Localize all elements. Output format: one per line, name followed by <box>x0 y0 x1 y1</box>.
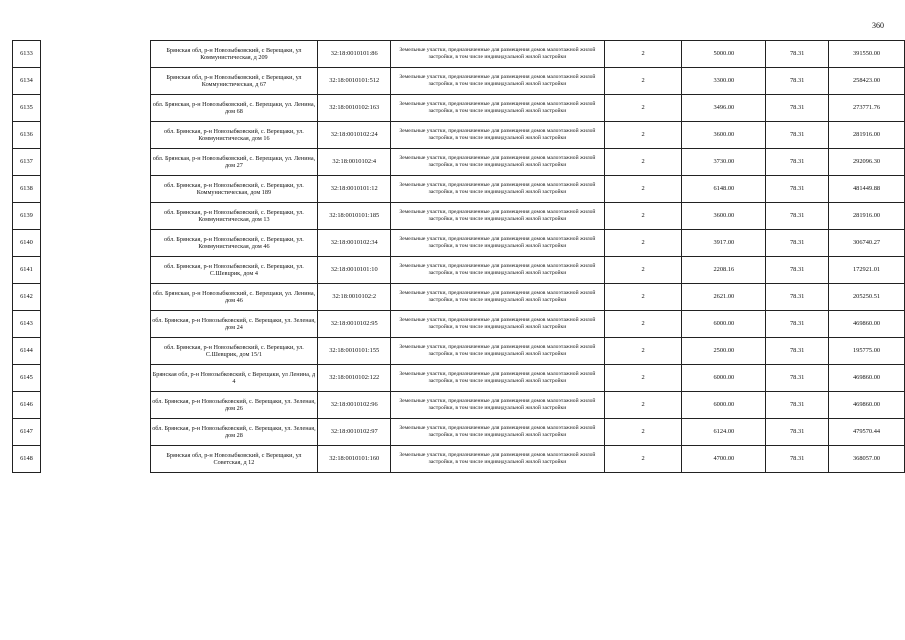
row-number-cell: 6137 <box>13 149 41 176</box>
cadastral-number-cell: 32:18:0010102:96 <box>318 392 391 419</box>
area-cell: 3496.00 <box>682 95 766 122</box>
address-cell: обл. Брянская, р-н Новозыбковский, с. Верещаки, ул. С.Шевцрик, дом 15/1 <box>150 338 318 365</box>
group-cell: 2 <box>604 203 682 230</box>
table-row <box>13 257 905 284</box>
cadastral-value-cell: 292096.30 <box>829 149 905 176</box>
cadastral-number-cell: 32:18:0010102:4 <box>318 149 391 176</box>
group-cell: 2 <box>604 446 682 473</box>
cadastral-value-cell: 481449.88 <box>829 176 905 203</box>
row-number-cell: 6133 <box>13 41 41 68</box>
area-cell: 4700.00 <box>682 446 766 473</box>
land-use-cell: Земельные участки, предназначенные для размещения домов малоэтажной жилой застройки, в том числе индивидуальной жилой застройки <box>391 446 604 473</box>
cadastral-value-cell: 258423.00 <box>829 68 905 95</box>
row-number-cell: 6134 <box>13 68 41 95</box>
address-cell: Брянская обл, р-н Новозыбковский, с Верещаки, ул Коммунистическая, д 209 <box>150 41 318 68</box>
group-cell: 2 <box>604 338 682 365</box>
specific-value-cell: 78.31 <box>766 230 829 257</box>
address-cell: обл. Брянская, р-н Новозыбковский, с. Верещаки, ул. Ленина, дом 46 <box>150 284 318 311</box>
group-cell: 2 <box>604 365 682 392</box>
row-number-cell: 6139 <box>13 203 41 230</box>
group-cell: 2 <box>604 257 682 284</box>
group-cell: 2 <box>604 284 682 311</box>
cadastral-value-cell: 281916.00 <box>829 203 905 230</box>
table-row <box>13 446 905 473</box>
address-cell: обл. Брянская, р-н Новозыбковский, с. Верещаки, ул. Коммунистическая, дом 46 <box>150 230 318 257</box>
area-cell: 6000.00 <box>682 311 766 338</box>
group-cell: 2 <box>604 68 682 95</box>
table-row <box>13 68 905 95</box>
area-cell: 2208.16 <box>682 257 766 284</box>
specific-value-cell: 78.31 <box>766 392 829 419</box>
row-number-cell: 6142 <box>13 284 41 311</box>
cadastral-number-cell: 32:18:0010102:95 <box>318 311 391 338</box>
land-use-cell: Земельные участки, предназначенные для размещения домов малоэтажной жилой застройки, в том числе индивидуальной жилой застройки <box>391 419 604 446</box>
cadastral-number-cell: 32:18:0010101:12 <box>318 176 391 203</box>
area-cell: 6000.00 <box>682 365 766 392</box>
cadastral-value-cell: 205250.51 <box>829 284 905 311</box>
spacer-cell <box>40 68 150 95</box>
area-cell: 2500.00 <box>682 338 766 365</box>
row-number-cell: 6141 <box>13 257 41 284</box>
spacer-cell <box>40 41 150 68</box>
address-cell: Брянская обл, р-н Новозыбковский, с Верещаки, ул Ленина, д 4 <box>150 365 318 392</box>
area-cell: 6124.00 <box>682 419 766 446</box>
area-cell: 3730.00 <box>682 149 766 176</box>
cadastral-number-cell: 32:18:0010102:163 <box>318 95 391 122</box>
specific-value-cell: 78.31 <box>766 95 829 122</box>
area-cell: 3600.00 <box>682 122 766 149</box>
address-cell: обл. Брянская, р-н Новозыбковский, с. Верещаки, ул. Коммунистическая, дом 189 <box>150 176 318 203</box>
land-use-cell: Земельные участки, предназначенные для размещения домов малоэтажной жилой застройки, в том числе индивидуальной жилой застройки <box>391 365 604 392</box>
cadastral-number-cell: 32:18:0010102:2 <box>318 284 391 311</box>
spacer-cell <box>40 230 150 257</box>
cadastral-value-cell: 469860.00 <box>829 365 905 392</box>
spacer-cell <box>40 149 150 176</box>
table-row <box>13 230 905 257</box>
specific-value-cell: 78.31 <box>766 41 829 68</box>
cadastral-value-cell: 273771.76 <box>829 95 905 122</box>
spacer-cell <box>40 392 150 419</box>
row-number-cell: 6143 <box>13 311 41 338</box>
cadastral-value-cell: 469860.00 <box>829 392 905 419</box>
area-cell: 6148.00 <box>682 176 766 203</box>
table-row <box>13 176 905 203</box>
address-cell: обл. Брянская, р-н Новозыбковский, с. Верещаки, ул. Зеленая, дом 26 <box>150 392 318 419</box>
land-use-cell: Земельные участки, предназначенные для размещения домов малоэтажной жилой застройки, в том числе индивидуальной жилой застройки <box>391 338 604 365</box>
address-cell: обл. Брянская, р-н Новозыбковский, с. Верещаки, ул. Ленина, дом 68 <box>150 95 318 122</box>
spacer-cell <box>40 338 150 365</box>
row-number-cell: 6146 <box>13 392 41 419</box>
cadastral-number-cell: 32:18:0010101:86 <box>318 41 391 68</box>
table-row <box>13 284 905 311</box>
cadastral-value-cell: 479570.44 <box>829 419 905 446</box>
group-cell: 2 <box>604 311 682 338</box>
spacer-cell <box>40 446 150 473</box>
specific-value-cell: 78.31 <box>766 176 829 203</box>
specific-value-cell: 78.31 <box>766 446 829 473</box>
specific-value-cell: 78.31 <box>766 122 829 149</box>
spacer-cell <box>40 284 150 311</box>
cadastral-number-cell: 32:18:0010102:97 <box>318 419 391 446</box>
cadastral-number-cell: 32:18:0010102:34 <box>318 230 391 257</box>
row-number-cell: 6148 <box>13 446 41 473</box>
group-cell: 2 <box>604 392 682 419</box>
spacer-cell <box>40 419 150 446</box>
specific-value-cell: 78.31 <box>766 338 829 365</box>
land-use-cell: Земельные участки, предназначенные для размещения домов малоэтажной жилой застройки, в том числе индивидуальной жилой застройки <box>391 257 604 284</box>
group-cell: 2 <box>604 176 682 203</box>
spacer-cell <box>40 311 150 338</box>
land-use-cell: Земельные участки, предназначенные для размещения домов малоэтажной жилой застройки, в том числе индивидуальной жилой застройки <box>391 68 604 95</box>
table-row <box>13 122 905 149</box>
address-cell: обл. Брянская, р-н Новозыбковский, с. Верещаки, ул. С.Шевцрик, дом 4 <box>150 257 318 284</box>
land-use-cell: Земельные участки, предназначенные для размещения домов малоэтажной жилой застройки, в том числе индивидуальной жилой застройки <box>391 122 604 149</box>
table-row <box>13 311 905 338</box>
row-number-cell: 6135 <box>13 95 41 122</box>
cadastral-number-cell: 32:18:0010101:185 <box>318 203 391 230</box>
cadastral-value-cell: 195775.00 <box>829 338 905 365</box>
page-number: 360 <box>872 21 884 30</box>
spacer-cell <box>40 365 150 392</box>
row-number-cell: 6144 <box>13 338 41 365</box>
area-cell: 5000.00 <box>682 41 766 68</box>
specific-value-cell: 78.31 <box>766 203 829 230</box>
address-cell: обл. Брянская, р-н Новозыбковский, с. Верещаки, ул. Ленина, дом 27 <box>150 149 318 176</box>
land-use-cell: Земельные участки, предназначенные для размещения домов малоэтажной жилой застройки, в том числе индивидуальной жилой застройки <box>391 230 604 257</box>
table-row <box>13 95 905 122</box>
cadastral-number-cell: 32:18:0010101:160 <box>318 446 391 473</box>
land-use-cell: Земельные участки, предназначенные для размещения домов малоэтажной жилой застройки, в том числе индивидуальной жилой застройки <box>391 176 604 203</box>
address-cell: Брянская обл, р-н Новозыбковский, с Верещаки, ул Советская, д 12 <box>150 446 318 473</box>
table-row <box>13 419 905 446</box>
cadastral-number-cell: 32:18:0010101:512 <box>318 68 391 95</box>
cadastral-value-cell: 391550.00 <box>829 41 905 68</box>
land-use-cell: Земельные участки, предназначенные для размещения домов малоэтажной жилой застройки, в том числе индивидуальной жилой застройки <box>391 392 604 419</box>
cadastral-value-table <box>12 40 905 473</box>
row-number-cell: 6136 <box>13 122 41 149</box>
spacer-cell <box>40 257 150 284</box>
area-cell: 2621.00 <box>682 284 766 311</box>
area-cell: 3300.00 <box>682 68 766 95</box>
address-cell: обл. Брянская, р-н Новозыбковский, с. Верещаки, ул. Зеленая, дом 28 <box>150 419 318 446</box>
area-cell: 3600.00 <box>682 203 766 230</box>
specific-value-cell: 78.31 <box>766 365 829 392</box>
table-row <box>13 41 905 68</box>
row-number-cell: 6140 <box>13 230 41 257</box>
address-cell: обл. Брянская, р-н Новозыбковский, с. Верещаки, ул. Зеленая, дом 24 <box>150 311 318 338</box>
table-row <box>13 149 905 176</box>
specific-value-cell: 78.31 <box>766 284 829 311</box>
group-cell: 2 <box>604 95 682 122</box>
area-cell: 6000.00 <box>682 392 766 419</box>
land-use-cell: Земельные участки, предназначенные для размещения домов малоэтажной жилой застройки, в том числе индивидуальной жилой застройки <box>391 311 604 338</box>
spacer-cell <box>40 122 150 149</box>
address-cell: Брянская обл, р-н Новозыбковский, с Верещаки, ул Коммунистическая, д 67 <box>150 68 318 95</box>
cadastral-number-cell: 32:18:0010102:24 <box>318 122 391 149</box>
specific-value-cell: 78.31 <box>766 311 829 338</box>
row-number-cell: 6147 <box>13 419 41 446</box>
row-number-cell: 6138 <box>13 176 41 203</box>
cadastral-value-cell: 281916.00 <box>829 122 905 149</box>
spacer-cell <box>40 203 150 230</box>
land-use-cell: Земельные участки, предназначенные для размещения домов малоэтажной жилой застройки, в том числе индивидуальной жилой застройки <box>391 41 604 68</box>
address-cell: обл. Брянская, р-н Новозыбковский, с. Верещаки, ул. Коммунистическая, дом 16 <box>150 122 318 149</box>
spacer-cell <box>40 176 150 203</box>
table-row <box>13 392 905 419</box>
specific-value-cell: 78.31 <box>766 419 829 446</box>
cadastral-value-cell: 368057.00 <box>829 446 905 473</box>
table-row <box>13 338 905 365</box>
address-cell: обл. Брянская, р-н Новозыбковский, с. Верещаки, ул. Коммунистическая, дом 13 <box>150 203 318 230</box>
cadastral-number-cell: 32:18:0010101:155 <box>318 338 391 365</box>
specific-value-cell: 78.31 <box>766 149 829 176</box>
cadastral-number-cell: 32:18:0010102:122 <box>318 365 391 392</box>
table-row <box>13 365 905 392</box>
row-number-cell: 6145 <box>13 365 41 392</box>
group-cell: 2 <box>604 419 682 446</box>
cadastral-number-cell: 32:18:0010101:10 <box>318 257 391 284</box>
cadastral-value-cell: 306740.27 <box>829 230 905 257</box>
land-use-cell: Земельные участки, предназначенные для размещения домов малоэтажной жилой застройки, в том числе индивидуальной жилой застройки <box>391 284 604 311</box>
specific-value-cell: 78.31 <box>766 257 829 284</box>
land-use-cell: Земельные участки, предназначенные для размещения домов малоэтажной жилой застройки, в том числе индивидуальной жилой застройки <box>391 149 604 176</box>
cadastral-value-cell: 172921.01 <box>829 257 905 284</box>
land-use-cell: Земельные участки, предназначенные для размещения домов малоэтажной жилой застройки, в том числе индивидуальной жилой застройки <box>391 95 604 122</box>
area-cell: 3917.00 <box>682 230 766 257</box>
cadastral-value-cell: 469860.00 <box>829 311 905 338</box>
group-cell: 2 <box>604 149 682 176</box>
specific-value-cell: 78.31 <box>766 68 829 95</box>
group-cell: 2 <box>604 41 682 68</box>
land-use-cell: Земельные участки, предназначенные для размещения домов малоэтажной жилой застройки, в том числе индивидуальной жилой застройки <box>391 203 604 230</box>
table-row <box>13 203 905 230</box>
spacer-cell <box>40 95 150 122</box>
group-cell: 2 <box>604 230 682 257</box>
group-cell: 2 <box>604 122 682 149</box>
